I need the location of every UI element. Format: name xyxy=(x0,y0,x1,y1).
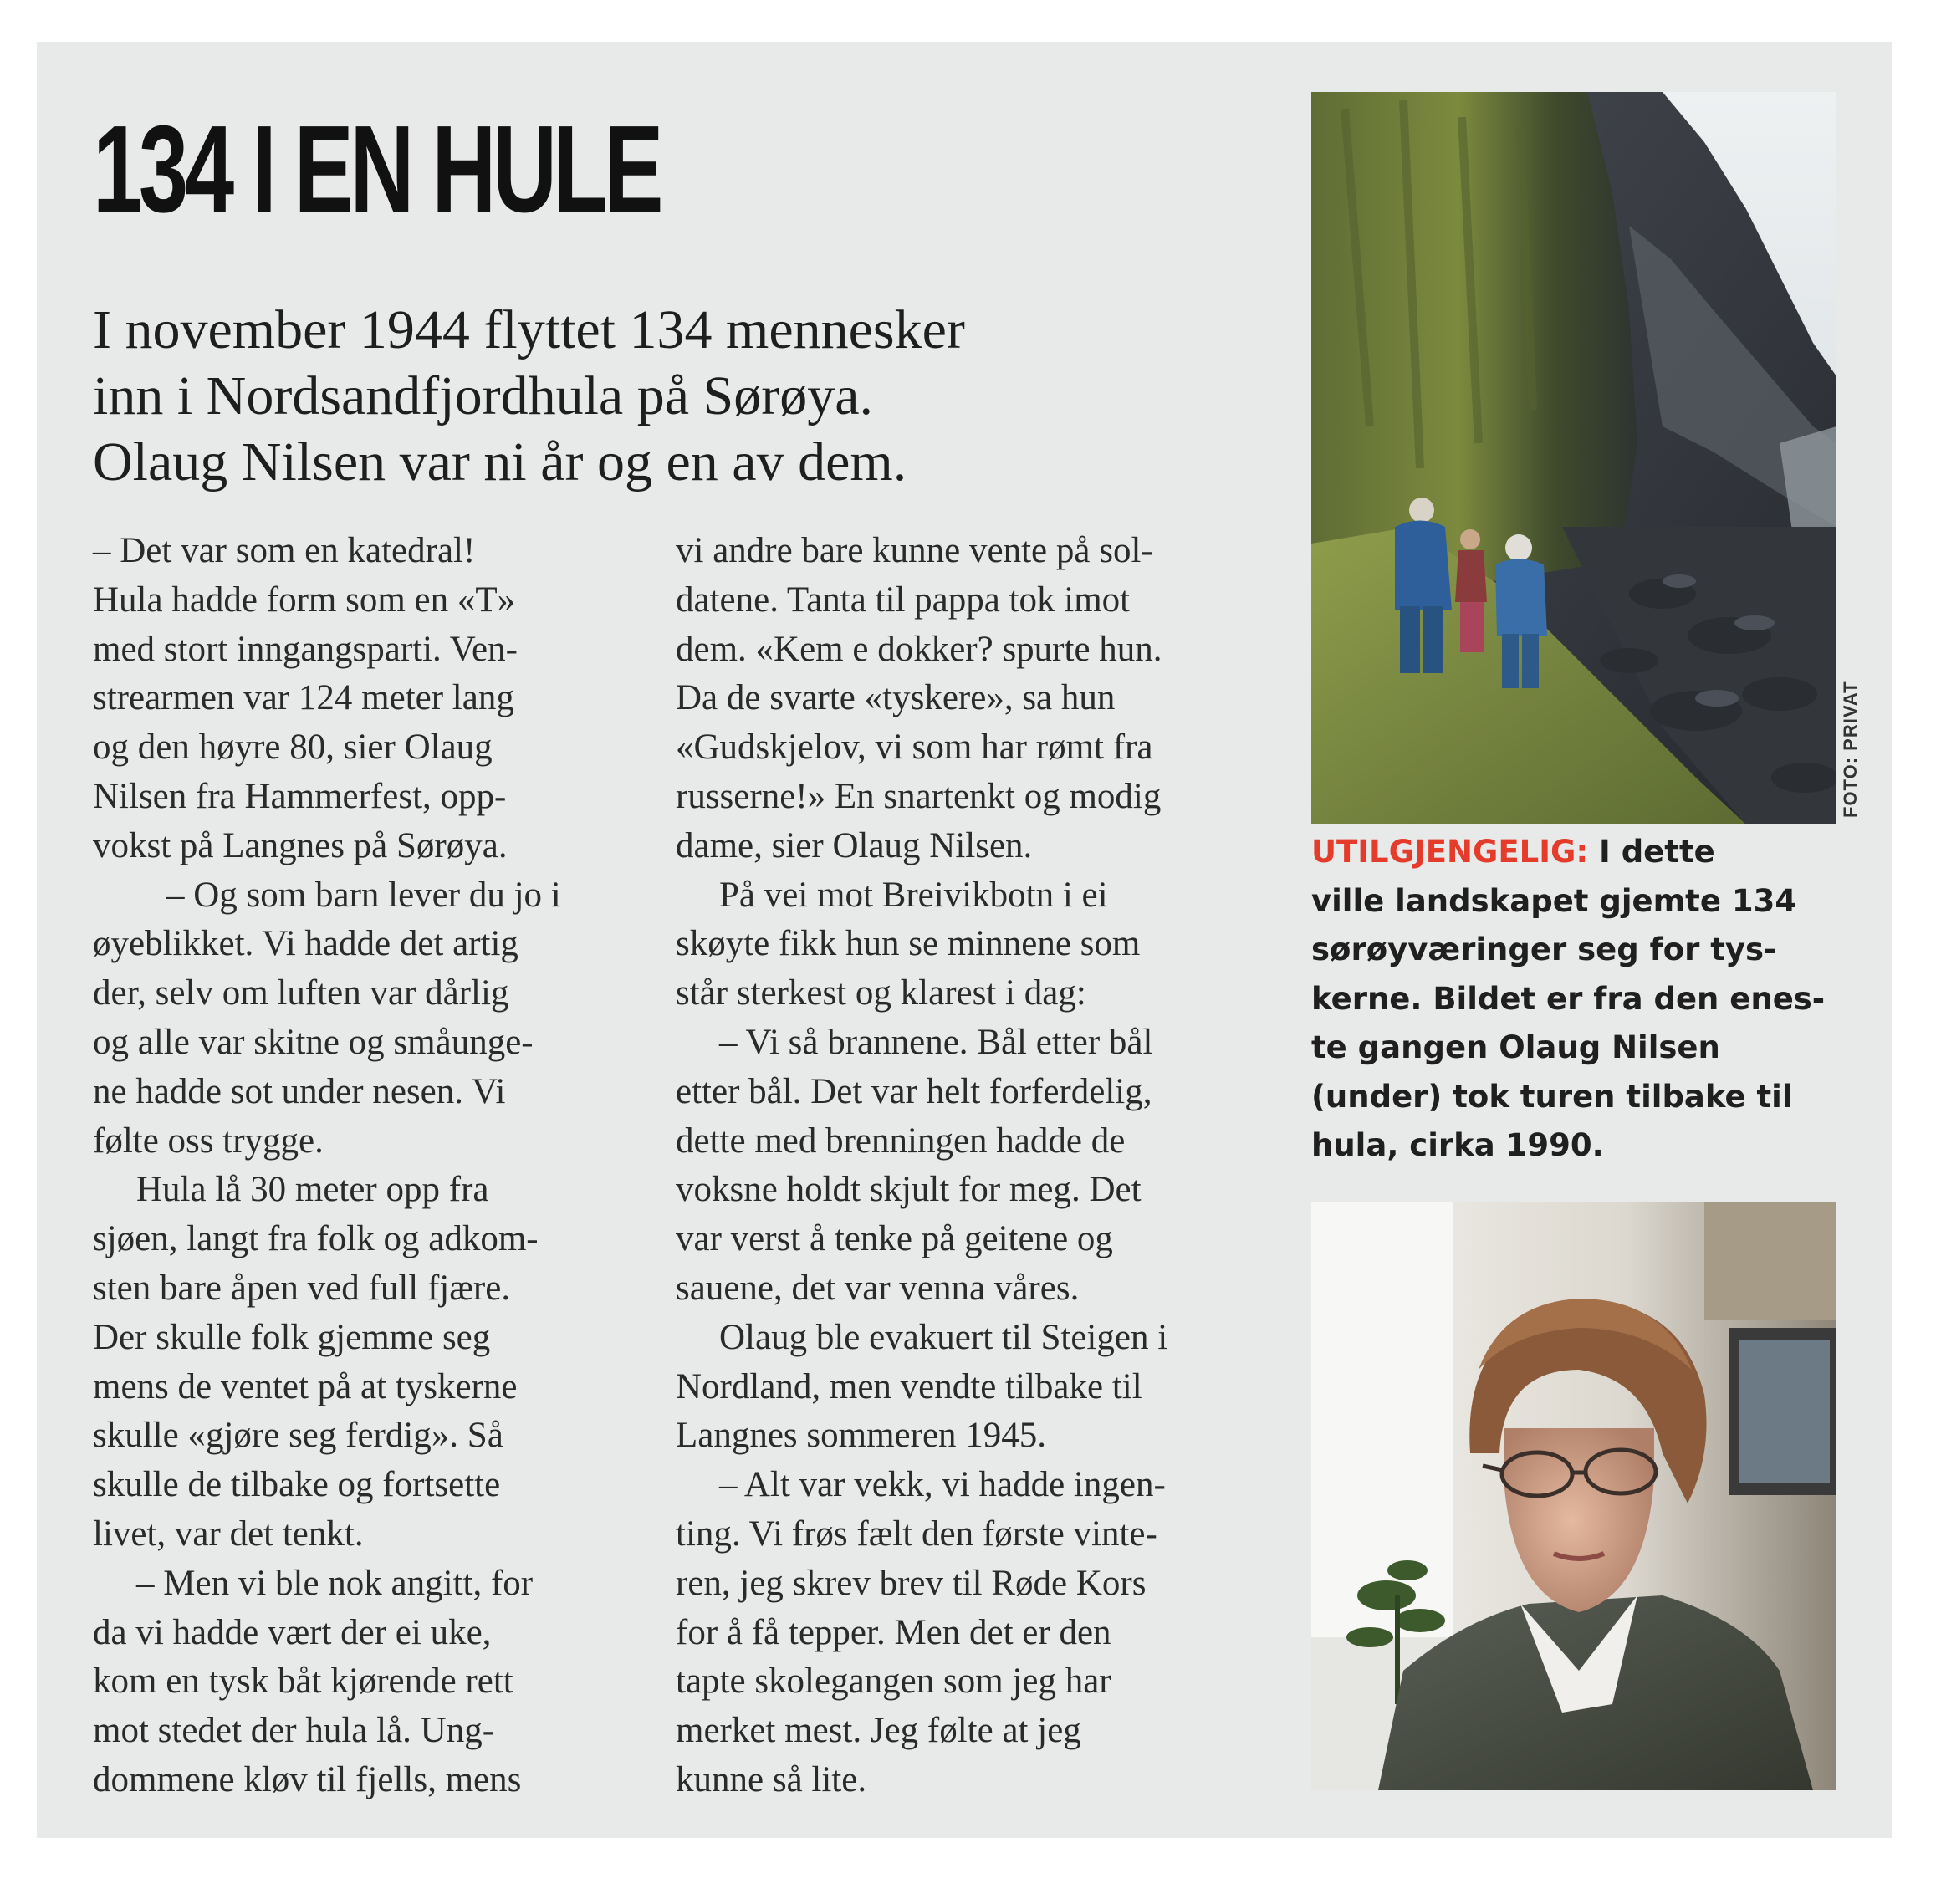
body-line: Nilsen fra Hammerfest, opp- xyxy=(93,776,507,816)
body-line: Der skulle folk gjemme seg xyxy=(93,1317,491,1357)
body-line: ting. Vi frøs fælt den første vinte- xyxy=(676,1514,1157,1554)
photo-caption xyxy=(1311,828,1847,1171)
caption-line: te gangen Olaug Nilsen xyxy=(1311,1029,1720,1065)
body-line: øyeblikket. Vi hadde det artig xyxy=(93,924,518,964)
body-line: var verst å tenke på geitene og xyxy=(676,1219,1113,1259)
caption-text: I dette xyxy=(1588,834,1715,870)
lede-line: I november 1944 flyttet 134 mennesker xyxy=(93,299,965,360)
body-line: ren, jeg skrev brev til Røde Kors xyxy=(676,1563,1147,1603)
caption-line: ville landskapet gjemte 134 xyxy=(1311,882,1797,919)
body-line: – Det var som en katedral! xyxy=(93,531,476,570)
body-line: etter bål. Det var helt forferdelig, xyxy=(676,1071,1152,1111)
body-line: skulle «gjøre seg ferdig». Så xyxy=(93,1416,503,1456)
body-line: vi andre bare kunne vente på sol- xyxy=(676,531,1153,570)
caption-line: hula, cirka 1990. xyxy=(1311,1127,1604,1163)
body-line: og alle var skitne og småunge- xyxy=(93,1022,534,1062)
body-line: skulle de tilbake og fortsette xyxy=(93,1465,501,1505)
lede xyxy=(93,297,1255,495)
body-line: med stort inngangsparti. Ven- xyxy=(93,629,518,669)
caption-line: sørøyværinger seg for tys- xyxy=(1311,932,1777,967)
body-line: kom en tysk båt kjørende rett xyxy=(93,1662,513,1702)
body-line: ne hadde sot under nesen. Vi xyxy=(93,1071,506,1111)
body-line: merket mest. Jeg følte at jeg xyxy=(676,1711,1081,1751)
body-line: skøyte fikk hun se minnene som xyxy=(676,924,1141,964)
body-line: dame, sier Olaug Nilsen. xyxy=(676,825,1033,865)
body-line: for å få tepper. Men det er den xyxy=(676,1612,1111,1652)
body-line: tapte skolegangen som jeg har xyxy=(676,1662,1111,1702)
photo-credit: FOTO: PRIVAT xyxy=(1840,681,1861,818)
body-line: og den høyre 80, sier Olaug xyxy=(93,727,493,768)
body-line: strearmen var 124 meter lang xyxy=(93,678,514,718)
body-line: sjøen, langt fra folk og adkom- xyxy=(93,1219,539,1259)
body-line: Hula lå 30 meter opp fra xyxy=(136,1170,489,1210)
body-line: dette med brenningen hadde de xyxy=(676,1120,1126,1161)
body-line: vokst på Langnes på Sørøya. xyxy=(93,825,508,865)
cliff-photo xyxy=(1311,92,1836,824)
body-line: – Men vi ble nok angitt, for xyxy=(136,1563,534,1603)
body-line: – Alt var vekk, vi hadde ingen- xyxy=(719,1465,1166,1505)
body-line: Langnes sommeren 1945. xyxy=(676,1416,1047,1456)
body-line: – Og som barn lever du jo i xyxy=(166,875,561,915)
body-line: sauene, det var venna våres. xyxy=(676,1268,1080,1308)
body-line: Nordland, men vendte tilbake til xyxy=(676,1366,1142,1406)
body-column-1 xyxy=(93,527,628,1805)
body-line: mens de ventet på at tyskerne xyxy=(93,1366,518,1406)
body-line: Olaug ble evakuert til Steigen i xyxy=(719,1317,1168,1357)
headline: 134 I EN HULE xyxy=(93,100,661,238)
body-line: der, selv om luften var dårlig xyxy=(93,973,509,1013)
caption-label: UTILGJENGELIG: xyxy=(1311,834,1589,870)
body-line: da vi hadde vært der ei uke, xyxy=(93,1612,492,1652)
portrait-photo xyxy=(1311,1202,1836,1790)
body-column-2 xyxy=(676,527,1261,1805)
body-line: følte oss trygge. xyxy=(93,1120,324,1161)
body-line: Hula hadde form som en «T» xyxy=(93,579,516,620)
body-line: datene. Tanta til pappa tok imot xyxy=(676,579,1131,620)
body-line: – Vi så brannene. Bål etter bål xyxy=(719,1022,1153,1062)
caption-line: (under) tok turen tilbake til xyxy=(1311,1078,1793,1115)
caption-line: kerne. Bildet er fra den enes- xyxy=(1311,980,1826,1017)
lede-line: Olaug Nilsen var ni år og en av dem. xyxy=(93,431,907,493)
body-line: kunne så lite. xyxy=(676,1759,867,1799)
body-line: står sterkest og klarest i dag: xyxy=(676,973,1086,1013)
body-line: voksne holdt skjult for meg. Det xyxy=(676,1170,1142,1210)
body-line: dommene kløv til fjells, mens xyxy=(93,1759,522,1799)
body-line: mot stedet der hula lå. Ung- xyxy=(93,1711,495,1751)
body-line: Da de svarte «tyskere», sa hun xyxy=(676,678,1116,718)
body-line: russerne!» En snartenkt og modig xyxy=(676,776,1162,816)
lede-line: inn i Nordsandfjordhula på Sørøya. xyxy=(93,365,873,426)
body-line: livet, var det tenkt. xyxy=(93,1514,364,1554)
body-line: dem. «Kem e dokker? spurte hun. xyxy=(676,629,1162,669)
body-line: sten bare åpen ved full fjære. xyxy=(93,1268,511,1308)
body-line: «Gudskjelov, vi som har rømt fra xyxy=(676,727,1153,768)
body-line: På vei mot Breivikbotn i ei xyxy=(719,875,1108,915)
